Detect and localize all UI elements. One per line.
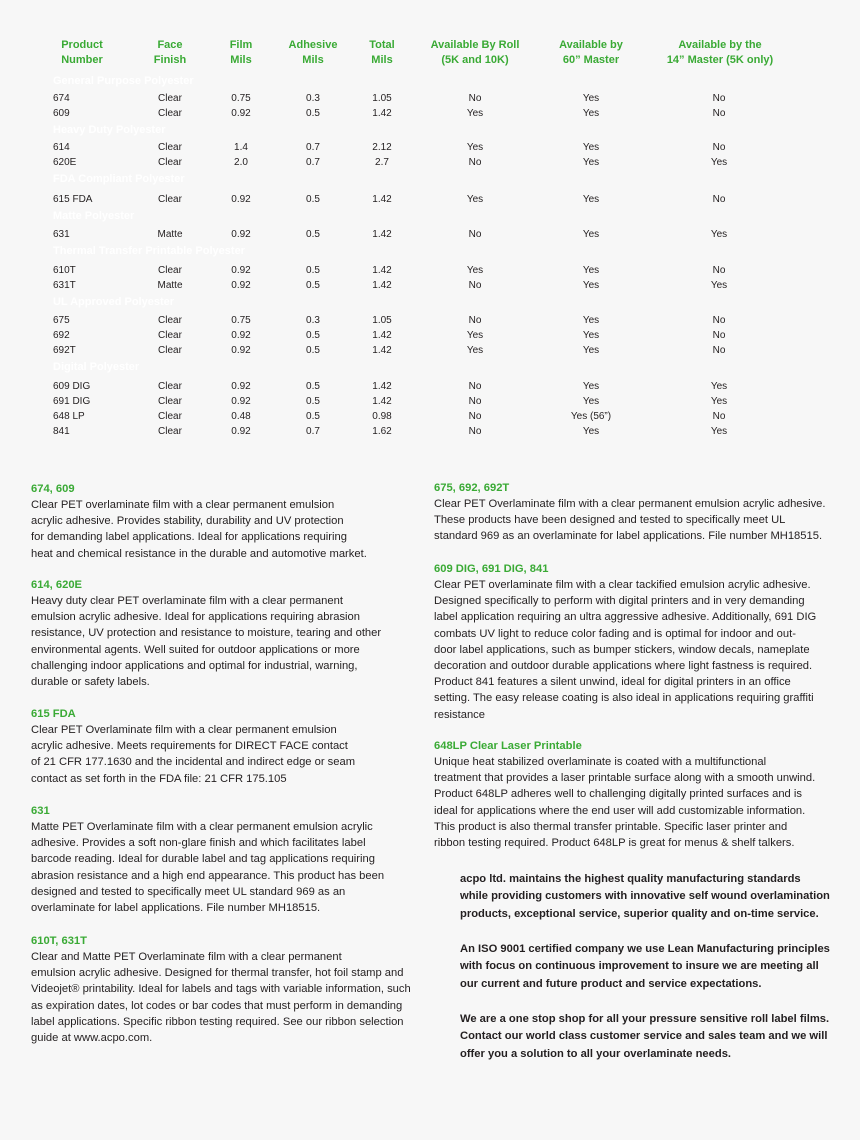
table-cell: 1.4 [234,142,248,153]
table-header [0,38,860,78]
table-cell: 0.5 [306,345,320,356]
table-cell: 0.5 [306,194,320,205]
table-cell: 1.42 [372,381,392,392]
header-adhesive-mils: Adhesive Mils [288,39,338,66]
table-cell: No [712,108,726,119]
table-cell: 1.42 [372,229,392,240]
table-cell: 1.42 [372,330,392,341]
table-cell: 1.42 [372,280,392,291]
table-cell: 2.0 [234,157,248,168]
table-cell: Yes [582,142,600,153]
desc-615-fda [31,706,431,787]
table-cell: No [712,194,726,205]
table-cell: Yes [582,229,600,240]
table-cell: 0.7 [306,142,320,153]
company-text: acpo ltd. maintains the highest quality manufacturing standards while providing customers with innovative self wound overlamination products, exceptional service, superior quality and on-time service. [460,873,830,920]
table-cell: No [712,330,726,341]
table-cell: 692T [53,345,76,356]
table-cell: 615 FDA [53,194,93,205]
table-cell: 631T [53,280,76,291]
category-label: Thermal Transfer Printable Polyester [53,245,245,257]
table-cell: Clear [158,315,182,326]
table-cell: No [468,396,482,407]
table-cell: Yes [710,381,728,392]
table-cell: 0.92 [231,108,251,119]
table-row [0,313,860,328]
table-cell: Yes [582,315,600,326]
table-cell: 1.42 [372,265,392,276]
table-cell: No [468,381,482,392]
desc-title: 610T, 631T [31,935,87,947]
table-cell: 0.92 [231,396,251,407]
table-cell: Yes [582,280,600,291]
desc-body: Clear PET overlaminate film with a clear tackified emulsion acrylic adhesive. Designed specifically to perform with digital printers and in very demanding label application requiring an ultra aggressive adhesive. Additionally, 691 DIG combats UV light to reduce color fading and is optimal for indoor and out- door label applications, such as bumper stickers, window decals, nameplate decoration and outdoor durable applications where light fastness is required. Product 841 features a silent unwind, ideal for digital printers in an office setting. The easy release coating is also ideal in applications requiring graffiti resistance [434,579,817,721]
desc-title: 614, 620E [31,579,83,591]
header-available-by-roll: Available By Roll (5K and 10K) [430,39,520,66]
table-cell: Clear [158,93,182,104]
table-cell: Yes [582,93,600,104]
table-cell: 692 [53,330,70,341]
category-label: Digital Polyester [53,361,140,373]
header-available-60-master: Available by 60” Master [559,39,623,66]
company-statement-contact [460,1011,840,1063]
table-cell: No [712,315,726,326]
header-product-number: Product Number [61,39,103,66]
table-row [0,263,860,278]
table-cell: Matte [157,280,183,291]
table-cell: 631 [53,229,70,240]
table-cell: Yes [466,265,484,276]
desc-title: 648LP Clear Laser Printable [434,740,582,752]
left-descriptions [31,481,431,562]
table-cell: Yes [710,426,728,437]
table-cell: Clear [158,265,182,276]
table-cell: 0.5 [306,330,320,341]
table-cell: 0.92 [231,229,251,240]
table-cell: Yes [466,194,484,205]
table-cell: Yes [582,381,600,392]
table-cell: No [468,411,482,422]
table-cell: 0.92 [231,265,251,276]
table-cell: 648 LP [53,411,85,422]
table-row [0,227,860,242]
table-cell: 0.92 [231,194,251,205]
table-cell: 2.7 [375,157,389,168]
table-cell: Clear [158,396,182,407]
table-cell: Clear [158,426,182,437]
table-row [0,328,860,343]
table-cell: No [468,229,482,240]
table-cell: Clear [158,411,182,422]
desc-title: 674, 609 [31,483,75,495]
desc-title: 609 DIG, 691 DIG, 841 [434,563,549,575]
table-cell: 609 DIG [53,381,91,392]
table-cell: No [468,315,482,326]
table-cell: 0.7 [306,426,320,437]
table-cell: Yes [466,108,484,119]
desc-body: Clear and Matte PET Overlaminate film with a clear permanent emulsion acrylic adhesive. Designed for thermal transfer, hot foil stamp and Videojet® printability. Ideal for labels and tags with variable information, such as expiration dates, lot codes or bar codes that must perform in demanding label applications. Specific ribbon testing required. See our ribbon selection guide at www.acpo.com. [31,951,411,1045]
table-cell: No [468,157,482,168]
desc-631 [31,803,431,916]
company-text: We are a one stop shop for all your pressure sensitive roll label films. Contact our world class customer service and sales team and we will offer you a solution to all your overlaminate needs. [460,1013,830,1060]
table-cell: Clear [158,381,182,392]
table-cell: Yes [710,280,728,291]
table-cell: No [468,93,482,104]
desc-body: Clear PET Overlaminate film with a clear permanent emulsion acrylic adhesive. Meets requirements for DIRECT FACE contact of 21 CFR 177.1630 and the incidental and indirect edge or seam contact as set forth in the FDA file: 21 CFR 175.105 [31,724,356,785]
table-cell: Yes [466,345,484,356]
desc-body: Clear PET overlaminate film with a clear permanent emulsion acrylic adhesive. Provides stability, durability and UV protection for demanding label applications. Ideal for applications requiring heat and chemical resistance in the durable and automotive market. [31,499,367,560]
table-cell: Yes [582,194,600,205]
table-cell: Yes [466,142,484,153]
company-statement-iso [460,941,840,993]
table-cell: 0.75 [231,93,251,104]
header-face-finish: Face Finish [153,39,187,66]
table-cell: 1.42 [372,345,392,356]
table-cell: 609 [53,108,70,119]
table-row [0,343,860,358]
table-row [0,192,860,207]
table-cell: Yes [582,108,600,119]
table-cell: 0.3 [306,93,320,104]
table-cell: 0.98 [372,411,392,422]
table-row [0,106,860,121]
header-film-mils: Film Mils [229,39,253,66]
table-row [0,91,860,106]
category-label: Heavy Duty Polyester [53,124,166,136]
table-cell: Clear [158,194,182,205]
table-cell: 674 [53,93,70,104]
product-spec-table [0,38,860,437]
table-cell: 0.3 [306,315,320,326]
company-statement-quality [460,871,840,923]
table-cell: 614 [53,142,70,153]
table-cell: 1.05 [372,93,392,104]
table-cell: No [712,142,726,153]
table-cell: Clear [158,157,182,168]
table-cell: 0.7 [306,157,320,168]
table-cell: 1.42 [372,396,392,407]
table-cell: No [712,345,726,356]
desc-610t-631t [31,933,431,1046]
desc-675-692-692t [434,480,844,545]
table-cell: 841 [53,426,70,437]
table-cell: 0.5 [306,108,320,119]
table-cell: Yes [466,330,484,341]
table-cell: 0.48 [231,411,251,422]
table-cell: Clear [158,108,182,119]
desc-648lp [434,738,844,851]
category-label: Matte Polyester [53,210,135,222]
table-cell: 0.75 [231,315,251,326]
table-cell: Yes [710,396,728,407]
table-cell: 0.5 [306,396,320,407]
desc-title: 675, 692, 692T [434,482,510,494]
table-cell: 610T [53,265,76,276]
table-cell: 0.92 [231,330,251,341]
desc-title: 615 FDA [31,708,76,720]
category-label: FDA Compliant Polyester [53,173,185,185]
table-cell: 0.92 [231,345,251,356]
table-cell: Yes [582,345,600,356]
table-cell: 0.92 [231,426,251,437]
desc-body: Unique heat stabilized overlaminate is coated with a multifunctional treatment that provides a laser printable surface along with a smooth unwind. Product 648LP adheres well to challenging digitally printed surfaces and is ideal for applications where the end user will add customizable information. This product is also thermal transfer printable. Specific laser printer and ribbon testing required. Product 648LP is great for menus & shelf talkers. [434,756,816,850]
table-cell: Matte [157,229,183,240]
table-cell: 0.5 [306,411,320,422]
table-cell: No [712,411,726,422]
category-label: UL Approved Polyester [53,296,175,308]
table-row [0,278,860,293]
desc-digital [434,561,844,723]
table-cell: 1.62 [372,426,392,437]
table-cell: Yes [582,330,600,341]
desc-title: 631 [31,805,50,817]
table-cell: 691 DIG [53,396,91,407]
table-cell: 0.5 [306,265,320,276]
table-row [0,394,860,409]
header-available-14-master: Available by the 14” Master (5K only) [666,39,774,66]
table-cell: 620E [53,157,77,168]
desc-body: Heavy duty clear PET overlaminate film with a clear permanent emulsion acrylic adhesive. Ideal for applications requiring abrasion resistance, UV protection and resistance to moisture, tearing and other environmental agents. Well suited for outdoor applications or more challenging indoor applications and optimal for industrial, warning, durable or safety labels. [31,595,382,689]
table-cell: Yes [582,396,600,407]
desc-614-620e [31,577,431,690]
table-cell: 0.5 [306,229,320,240]
table-cell: Yes [582,426,600,437]
header-total-mils: Total Mils [369,39,395,66]
table-row [0,140,860,155]
table-cell: No [712,265,726,276]
table-cell: Yes [582,157,600,168]
table-cell: 0.5 [306,381,320,392]
table-cell: 675 [53,315,70,326]
table-row [0,379,860,394]
company-text: An ISO 9001 certified company we use Lean Manufacturing principles with focus on continuous improvement to insure we are meeting all our current and future product and service expectations. [460,943,830,990]
table-cell: 0.92 [231,280,251,291]
category-label: General Purpose Polyester [53,75,194,87]
table-cell: Yes [710,229,728,240]
table-cell: 1.42 [372,194,392,205]
table-cell: Clear [158,330,182,341]
table-cell: Yes [710,157,728,168]
table-cell: No [712,93,726,104]
table-cell: 1.05 [372,315,392,326]
table-cell: Clear [158,142,182,153]
table-row [0,155,860,170]
table-cell: No [468,426,482,437]
table-cell: 0.5 [306,280,320,291]
table-cell: Yes [582,265,600,276]
table-cell: Clear [158,345,182,356]
table-cell: 1.42 [372,108,392,119]
table-row [0,424,860,439]
desc-body: Clear PET Overlaminate film with a clear permanent emulsion acrylic adhesive. These products have been designed and tested to specifically meet UL standard 969 as an overlaminate for label applications. File number MH18515. [434,498,826,543]
table-cell: 2.12 [372,142,392,153]
table-row [0,409,860,424]
desc-674-609 [31,481,431,562]
desc-body: Matte PET Overlaminate film with a clear permanent emulsion acrylic adhesive. Provides a soft non-glare finish and which facilitates label barcode reading. Ideal for durable label and tag applications requiring abrasion resistance and a high end appearance. This product has been designed and tested to specifically meet UL standard 969 as an overlaminate for label applications. File number MH18515. [31,821,385,915]
table-cell: No [468,280,482,291]
table-cell: 0.92 [231,381,251,392]
table-cell: Yes (56”) [570,411,612,422]
